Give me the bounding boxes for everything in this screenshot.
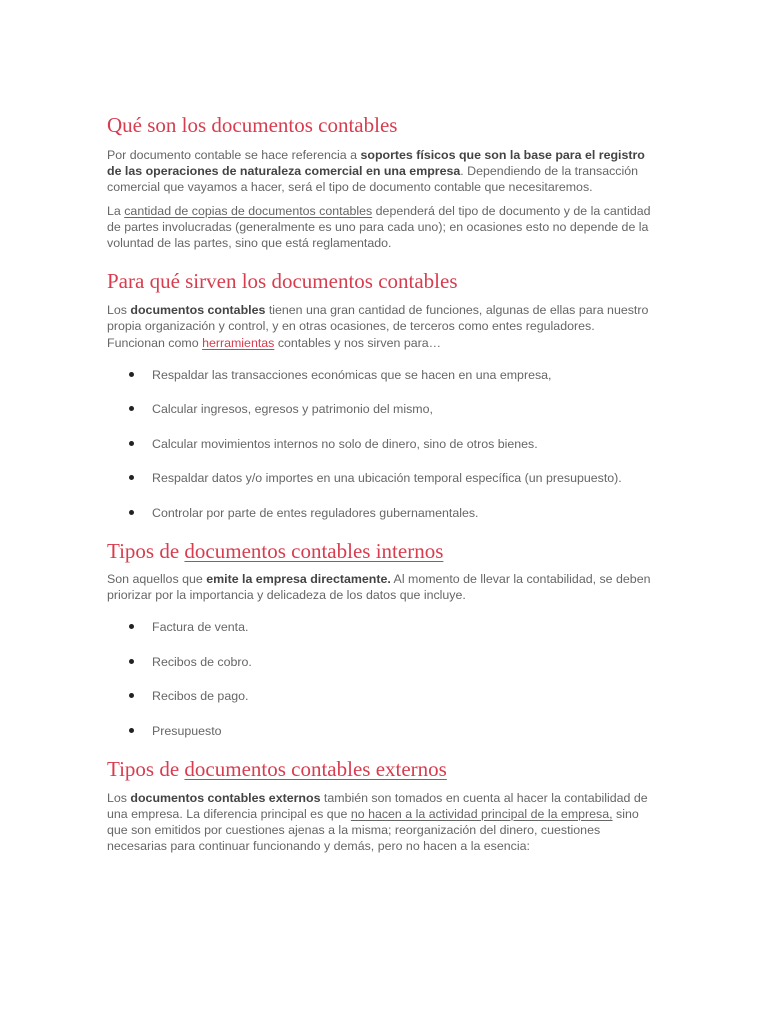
bullet-icon [129,441,134,446]
bullet-icon [129,624,134,629]
section-heading-que-son: Qué son los documentos contables [107,113,398,137]
text-run: Los [107,790,131,805]
link-actividad-principal[interactable]: no hacen a la actividad principal de la empresa, [350,806,613,821]
paragraph-copies [107,203,655,252]
list-item [107,367,655,383]
list-item-text: Calcular movimientos internos no solo de dinero, sino de otros bienes. [152,436,538,451]
text-run: Al momento de llevar la contabilidad, se deben priorizar por la importancia y delicadeza de los datos que incluye. [107,571,651,603]
heading-prefix: Tipos de [107,538,185,563]
paragraph-definition [107,147,655,196]
bold-phrase: emite la empresa directamente. [206,571,391,586]
list-item [107,688,655,704]
list-item-text: Presupuesto [152,723,222,738]
list-item [107,654,655,670]
text-run: Los [107,303,131,318]
list-item [107,619,655,635]
bullet-icon [129,406,134,411]
link-herramientas[interactable]: herramientas [202,335,275,350]
section-heading-internos [107,538,655,564]
text-run: La [107,203,125,218]
bullet-icon [129,475,134,480]
list-item-text: Respaldar datos y/o importes en una ubicación temporal específica (un presupuesto). [152,471,622,486]
paragraph-internos [107,571,655,603]
bullet-icon [129,372,134,377]
section-heading-para-que-sirven: Para qué sirven los documentos contables [107,269,458,294]
bullet-icon [129,659,134,664]
list-item [107,401,655,417]
list-item [107,436,655,452]
bold-phrase: documentos contables [130,303,266,318]
text-run: tienen una gran cantidad de funciones, algunas de ellas para nuestro propia organización y control, y en otras ocasiones, de terceros como entes reguladores. Funcionan como [107,303,649,350]
functions-list [107,367,655,521]
link-documentos-internos[interactable]: documentos contables internos [184,538,444,563]
link-cantidad-copias[interactable]: cantidad de copias de documentos contables [124,203,373,218]
bullet-icon [129,510,134,515]
text-run: Por documento contable se hace referencia a [107,148,361,162]
text-run: . Dependiendo de la transacción comercial que vayamos a hacer, será el tipo de documento contable que necesitaremos. [107,164,639,195]
list-item [107,505,655,521]
text-run: sino que son emitidos por cuestiones ajenas a la misma; reorganización del dinero, cuestiones necesarias para continuar funcionando y demás, pero no hacen a la esencia: [107,806,639,854]
list-item-text: Respaldar las transacciones económicas que se hacen en una empresa, [152,367,552,382]
bold-phrase: documentos contables externos [130,790,321,805]
article-body [107,112,655,855]
bullet-icon [129,728,134,733]
text-run: dependerá del tipo de documento y de la cantidad de partes involucradas (generalmente es uno para cada uno); en ocasiones esto no depende de la voluntad de las partes, sino que está reglamentado. [107,203,651,251]
list-item-text: Calcular ingresos, egresos y patrimonio del mismo, [152,402,433,417]
link-documentos-externos[interactable]: documentos contables externos [184,756,447,781]
list-item-text: Recibos de cobro. [152,654,252,669]
list-item-text: Recibos de pago. [152,689,249,704]
list-item-text: Controlar por parte de entes reguladores gubernamentales. [152,505,479,520]
list-item [107,470,655,486]
bold-phrase: soportes físicos que son la base para el registro de las operaciones de naturaleza comercial en una empresa [107,148,645,179]
paragraph-externos [107,790,655,855]
text-run: también son tomados en cuenta al hacer la contabilidad de una empresa. La diferencia principal es que [107,790,648,821]
section-heading-externos [107,756,655,782]
text-run: contables y nos sirven para… [274,335,442,350]
list-item-text: Factura de venta. [152,620,249,635]
paragraph-functions [107,302,655,351]
heading-prefix: Tipos de [107,756,185,781]
bullet-icon [129,693,134,698]
internal-documents-list [107,619,655,739]
text-run: Son aquellos que [107,571,207,586]
list-item [107,723,655,739]
